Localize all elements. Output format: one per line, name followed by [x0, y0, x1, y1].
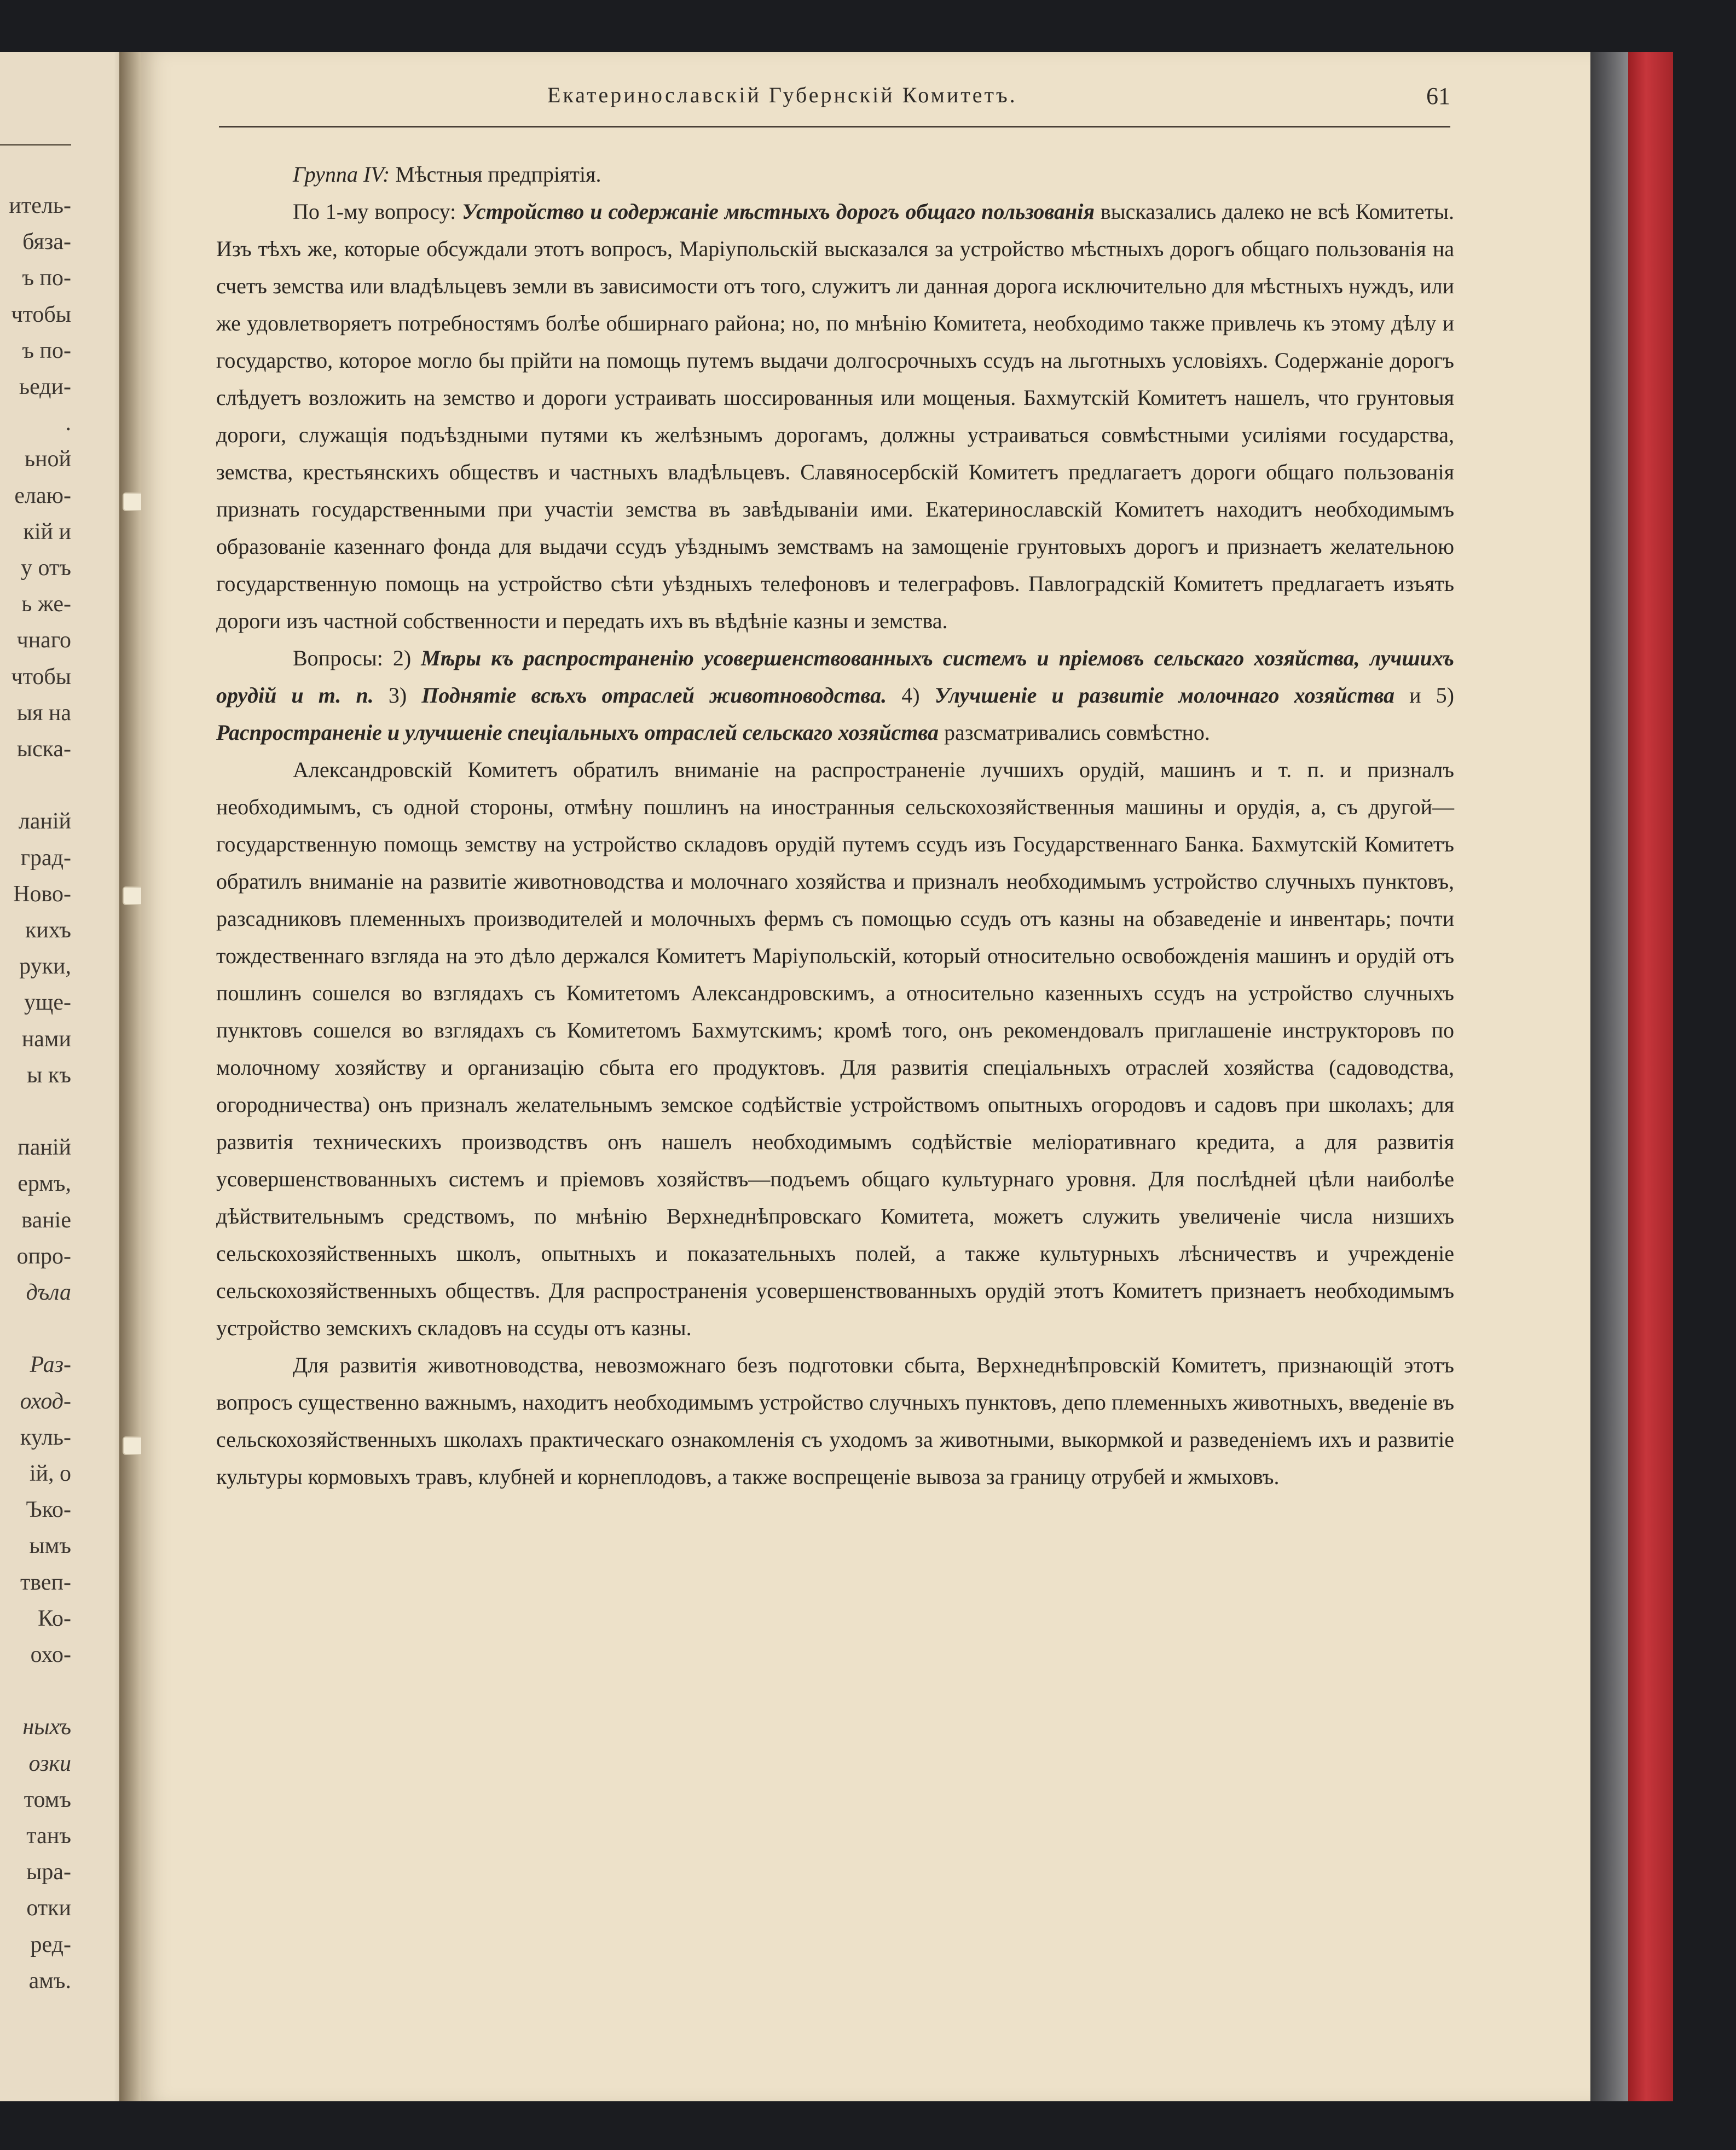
page-number: 61	[1426, 83, 1450, 109]
page-header	[219, 82, 1450, 120]
left-page-fragment: нами	[21, 1026, 71, 1052]
question-5: Распространеніе и улучшеніе спеціальныхъ отраслей сельскаго хозяйства	[216, 720, 939, 745]
left-page-fragment: ыра-	[26, 1859, 71, 1885]
left-page-fragment: ымъ	[29, 1533, 71, 1559]
left-page-fragment: ій, о	[29, 1461, 71, 1486]
left-page-fragment: опро-	[16, 1243, 71, 1269]
group-label: Группа IV:	[293, 162, 390, 187]
question-topic: Устройство и содержаніе мѣстныхъ дорогъ общаго пользованія	[462, 199, 1095, 224]
question-sep: 4)	[887, 683, 935, 708]
paragraph-roads	[216, 193, 1454, 640]
header-rule	[219, 126, 1450, 128]
left-page-fragment: ыска-	[16, 737, 71, 762]
left-page-fragment: куль-	[20, 1424, 71, 1450]
left-page-fragment: дъла	[26, 1280, 71, 1305]
left-page-fragment: отки	[26, 1896, 71, 1921]
paragraph-agriculture: Александровскій Комитетъ обратилъ вниманіе на распространеніе лучшихъ орудій, машинъ и т. п. и призналъ необходимымъ, съ одной стороны, отмѣну пошлинъ на иностранныя сельскохозяйственныя машины и орудія, а, съ другой—государственную помощь земству на устройство складовъ орудій путемъ ссудъ изъ Государственнаго Банка. Бахмутскій Комитетъ обратилъ вниманіе на развитіе животноводства и молочнаго хозяйства и призналъ необходимымъ устройство случныхъ пунктовъ, разсадниковъ племенныхъ производителей и молочныхъ фермъ съ помощью ссудъ отъ казны на обзаведеніе и инвентарь; почти тождественнаго взгляда на это дѣло держался Комитетъ Маріупольскій, который относительно освобожденія машинъ и орудій отъ пошлинъ сошелся во взглядахъ съ Комитетомъ Александровскимъ, а относительно казенныхъ ссудъ на устройство случныхъ пунктовъ сошелся во взглядахъ съ Комитетомъ Бахмутскимъ; кромѣ того, онъ рекомендовалъ приглашеніе инструкторовъ по молочному хозяйству и организацію сбыта его продуктовъ. Для развитія спеціальныхъ отраслей хозяйства (садоводства, огородничества) онъ призналъ желательнымъ земское содѣйствіе устройствомъ опытныхъ огородовъ и садовъ при школахъ; для развитія техническихъ производствъ онъ нашелъ необходимымъ содѣйствіе меліоративнаго кредита, а для развитія усовершенствованныхъ системъ и пріемовъ хозяйствъ—подъемъ общаго культурнаго уровня. Для послѣдней цѣли наиболѣе дѣйствительнымъ средствомъ, по мнѣнію Верхнеднѣпровскаго Комитета, можетъ служить увеличеніе числа низшихъ сельскохозяйственныхъ школъ, опытныхъ и показательныхъ полей, а также культурныхъ лѣсничествъ и учрежденіе сельскохозяйственныхъ обществъ. Для распространенія усовершенствованныхъ орудій этотъ Комитетъ признаетъ необходимымъ устройство земскихъ складовъ на ссуды отъ казны.	[216, 757, 1454, 1340]
page-body	[216, 156, 1454, 1496]
left-page-fragment: ыя на	[16, 700, 71, 726]
left-page-fragment: Ново-	[13, 881, 71, 907]
left-page-fragment: ред-	[30, 1932, 71, 1957]
question-lead: По 1-му вопросу:	[293, 199, 462, 224]
left-page-fragment: ьеди-	[19, 374, 71, 399]
left-page-fragment: чтобы	[11, 302, 71, 327]
running-title: Екатеринославскій Губернскій Комитетъ.	[547, 83, 1017, 107]
left-page-fragment: град-	[20, 845, 71, 871]
left-page-fragment: руки,	[19, 954, 71, 980]
question-4: Улучшеніе и развитіе молочнаго хозяйства	[934, 683, 1395, 708]
left-page-fragment: паній	[18, 1135, 71, 1161]
left-page-fragment: ныхъ	[22, 1714, 71, 1740]
paragraph-livestock: Для развитія животноводства, невозможнаго безъ подготовки сбыта, Верхнеднѣпровскій Комитетъ, признающій этотъ вопросъ существенно важнымъ, находитъ необходимымъ устройство случныхъ пунктовъ, депо племенныхъ животныхъ, введеніе въ сельскохозяйственныхъ школахъ практическаго ознакомленія съ уходомъ за животными, выкормкой и разведеніемъ ихъ и развитіе культуры кормовыхъ травъ, клубней и корнеплодовъ, а также воспрещеніе вывоза за границу отрубей и жмыховъ.	[216, 1353, 1454, 1489]
questions-lead: Вопросы: 2)	[293, 646, 421, 670]
question-3: Поднятіе всѣхъ отраслей животноводства.	[421, 683, 887, 708]
left-page-header-rule	[0, 144, 71, 146]
left-page-fragment: охо-	[30, 1642, 71, 1667]
left-page-fragment: кихъ	[25, 918, 71, 943]
left-page-fragment: уще-	[24, 990, 71, 1016]
left-page-fragment: .	[65, 410, 71, 436]
left-page-fragment: чнаго	[16, 628, 71, 653]
paragraph-text: высказались далеко не всѣ Комитеты. Изъ тѣхъ же, которые обсуждали этотъ вопросъ, Маріупольскій высказался за устройство мѣстныхъ дорогъ общаго пользованія на счетъ земства или владѣльцевъ земли въ зависимости отъ того, служитъ ли данная дорога исключительно для мѣстныхъ нуждъ, или же удовлетворяетъ потребностямъ болѣе обширнаго района; но, по мнѣнію Комитета, необходимо также привлечь къ этому дѣлу и государство, которое могло бы прійти на помощь путемъ выдачи долгосрочныхъ ссудъ на льготныхъ условіяхъ. Содержаніе дорогъ слѣдуетъ возложить на земство и дороги устраивать шоссированныя или мощеныя. Бахмутскій Комитетъ нашелъ, что грунтовыя дороги, служащія подъѣздными путями къ желѣзнымъ дорогамъ, должны устраиваться совмѣстными усиліями государства, земства, крестьянскихъ обществъ и частныхъ владѣльцевъ. Славяносербскій Комитетъ предлагаетъ дороги общаго пользованія признать государственными при участіи земства въ завѣдываніи ими. Екатеринославскій Комитетъ находитъ необходимымъ образованіе казеннаго фонда для выдачи ссудъ уѣзднымъ земствамъ на замощеніе грунтовыхъ дорогъ и признаетъ желательною государственную помощь на устройство сѣти уѣздныхъ телефоновъ и телеграфовъ. Павлоградскій Комитетъ предлагаетъ изъять дороги изъ частной собственности и передать ихъ въ вѣдѣніе казны и земства.	[216, 199, 1454, 633]
left-page-fragment: ланій	[18, 809, 71, 834]
left-page-fragment: елаю-	[14, 483, 71, 508]
left-page-fragment: Ко-	[38, 1606, 71, 1631]
left-page-fragment: ьной	[24, 447, 71, 472]
left-page-fragment: ъ по-	[22, 338, 71, 363]
book-cover-edge	[1628, 52, 1673, 2101]
left-page-fragment: Ъко-	[26, 1497, 71, 1523]
left-page-fragment: Раз-	[30, 1352, 71, 1378]
group-title: Мѣстныя предпріятія.	[390, 162, 601, 187]
left-page-fragment: ермъ,	[18, 1171, 71, 1197]
left-page-fragment: бяза-	[22, 229, 71, 255]
left-page-fragment: ваніе	[21, 1207, 71, 1233]
left-page-fragment: озки	[28, 1751, 71, 1776]
paragraph-questions	[216, 640, 1454, 751]
left-page-fragment: танъ	[26, 1823, 71, 1848]
left-page-fragment: чтобы	[11, 664, 71, 689]
left-page-fragment: кій и	[23, 519, 71, 544]
left-page-fragment: ь же-	[21, 592, 71, 617]
left-page-fragment: итель-	[9, 193, 71, 218]
left-page	[0, 52, 136, 2101]
paragraph-group-heading	[216, 156, 1454, 193]
left-page-fragment: томъ	[24, 1787, 71, 1812]
question-2: Мѣры къ распространенію усовершенствованныхъ системъ и пріемовъ сельскаго хозяйства, лучшихъ орудій и т. п.	[216, 646, 1454, 708]
left-page-fragment: твеп-	[20, 1569, 71, 1595]
left-page-fragment: ъ по-	[22, 265, 71, 291]
left-page-fragment: оход-	[20, 1388, 71, 1414]
book-gutter	[119, 52, 141, 2101]
left-page-fragment: у отъ	[20, 555, 71, 581]
left-page-fragment: амъ.	[28, 1968, 71, 1993]
question-sep: 3)	[373, 683, 422, 708]
questions-tail: разсматривались совмѣстно.	[938, 720, 1210, 745]
question-sep: и 5)	[1394, 683, 1454, 708]
left-page-fragment: ы къ	[27, 1062, 71, 1088]
